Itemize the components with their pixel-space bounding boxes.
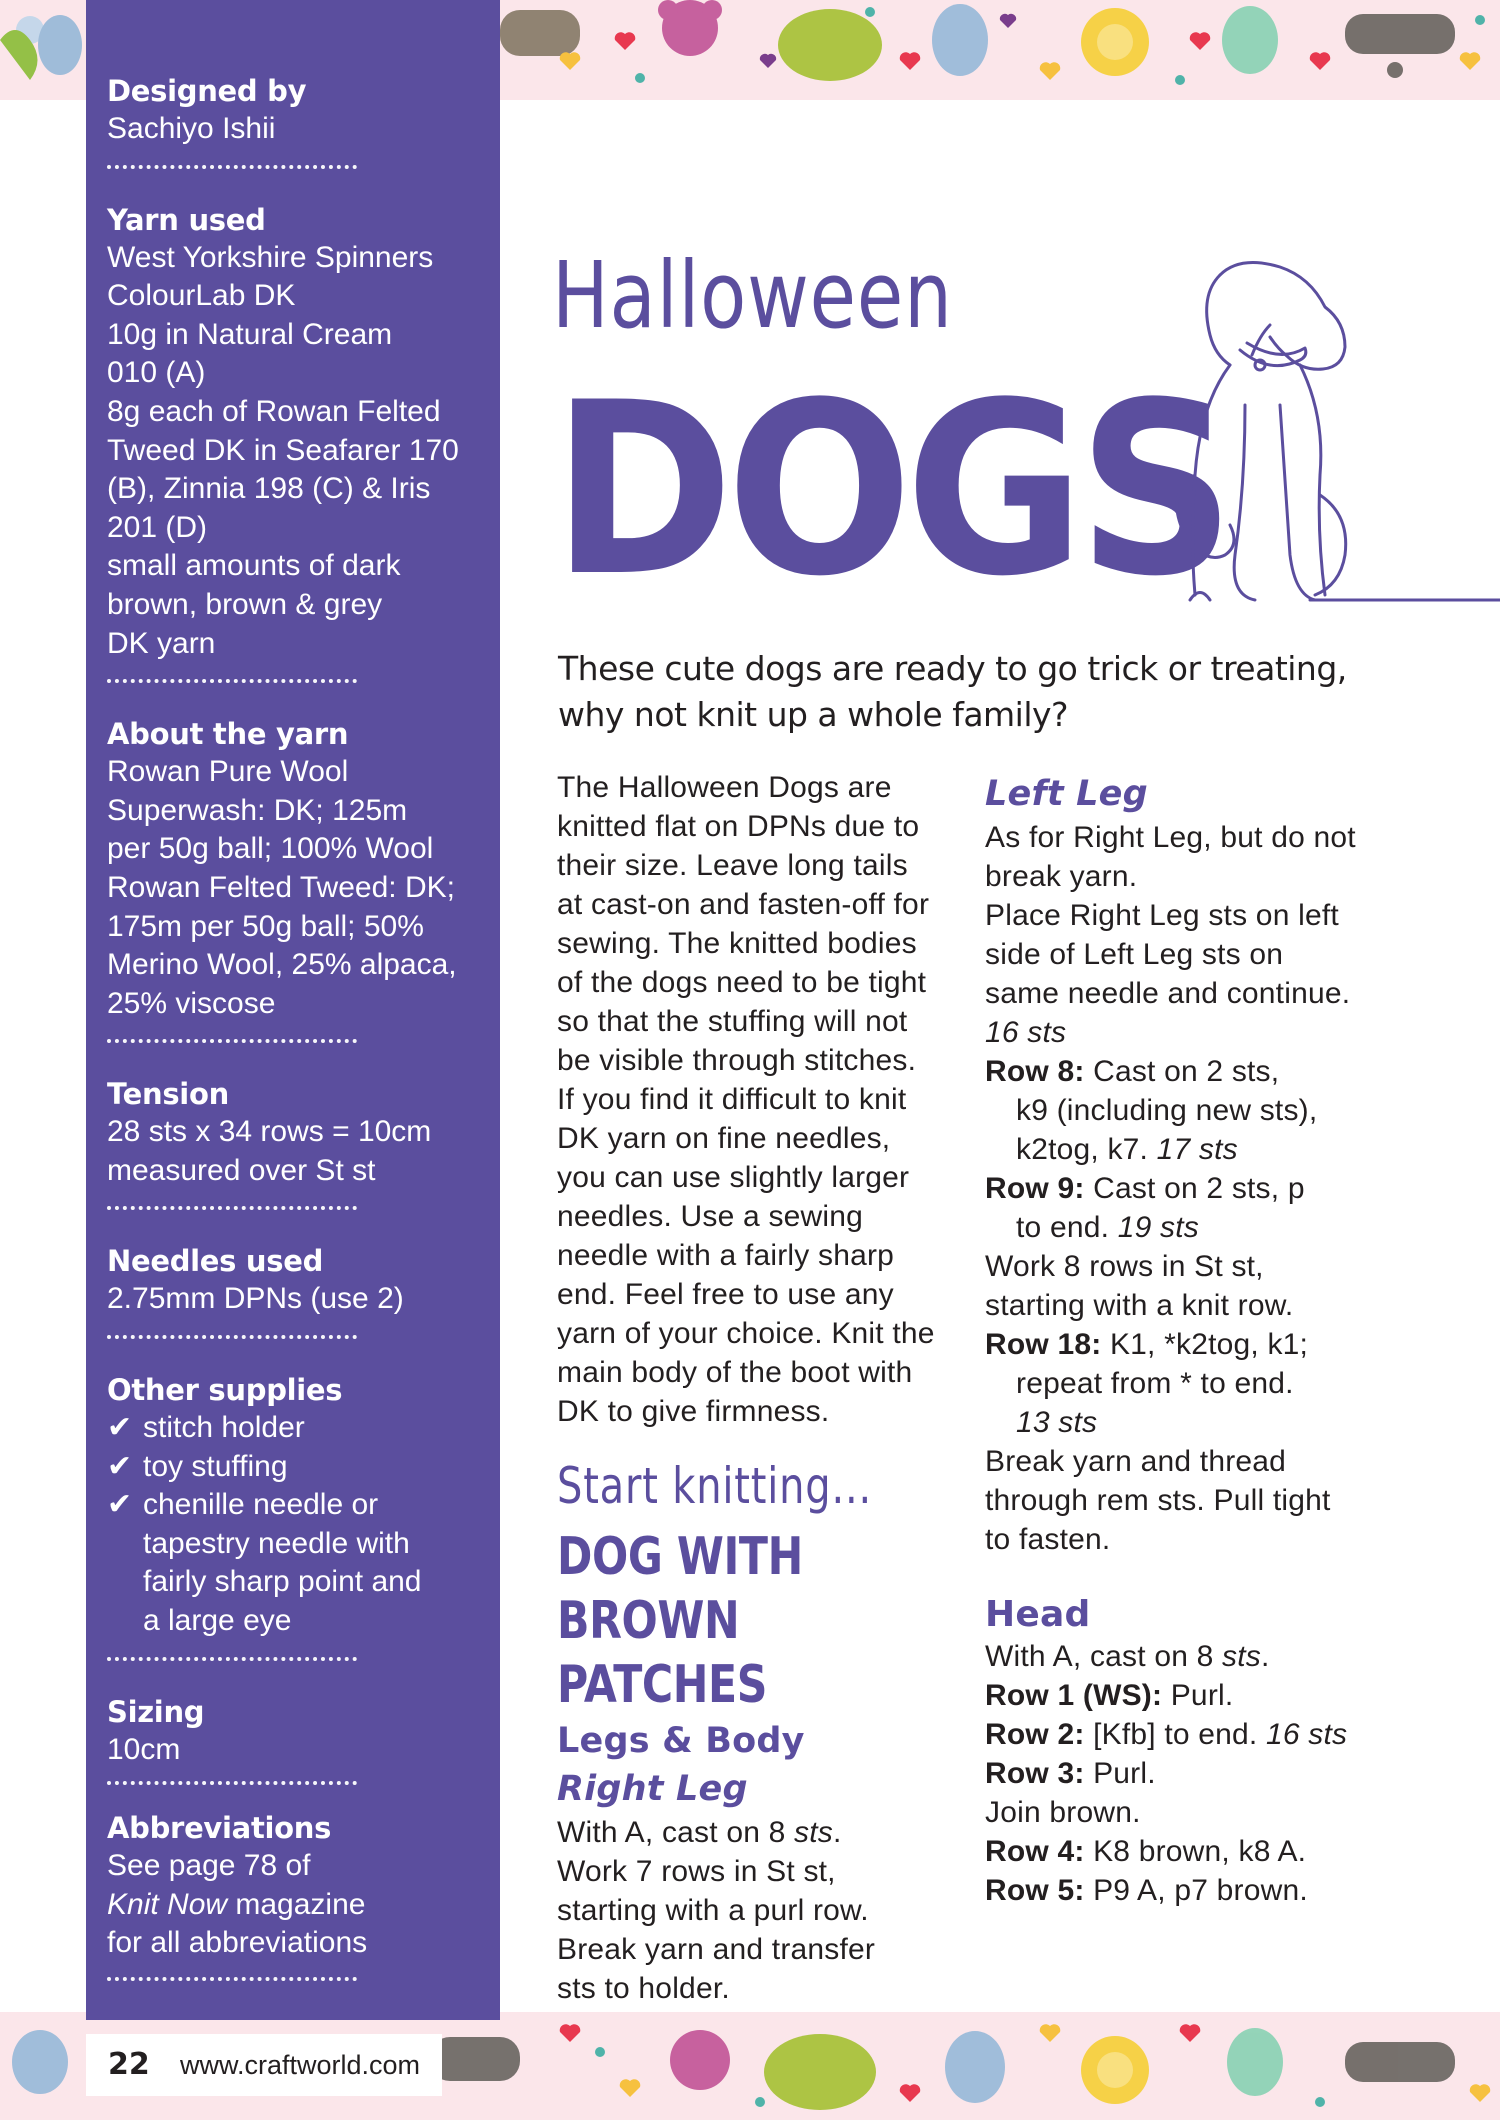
instruction-line: starting with a purl row.	[557, 1894, 869, 1927]
checkmark-icon: ✔	[107, 1449, 133, 1483]
supply-text: toy stuffing	[143, 1449, 288, 1483]
designer-name: Sachiyo Ishii	[107, 112, 276, 145]
intro-line: at cast-on and fasten-off for	[557, 888, 930, 921]
row-instruction: Row 3: Purl.	[985, 1757, 1156, 1790]
dotted-divider	[107, 165, 357, 169]
magazine-name: Knit Now	[107, 1887, 228, 1921]
standfirst-line: why not knit up a whole family?	[558, 695, 1069, 734]
supply-text: fairly sharp point and	[143, 1565, 422, 1599]
yarn-line: West Yorkshire Spinners	[107, 240, 434, 274]
needles-heading: Needles used	[107, 1244, 324, 1279]
abbreviations-line: for all abbreviations	[107, 1926, 368, 1960]
needles-line: 2.75mm DPNs (use 2)	[107, 1282, 404, 1316]
instruction-line: through rem sts. Pull tight	[985, 1484, 1331, 1517]
list-item	[107, 1486, 476, 1640]
tension-line: measured over St st	[107, 1153, 376, 1187]
dotted-divider	[107, 1335, 357, 1339]
about-yarn-line: per 50g ball; 100% Wool	[107, 832, 434, 866]
intro-line: If you find it difficult to knit	[557, 1083, 907, 1116]
row-instruction: k2tog, k7. 17 sts	[1016, 1133, 1238, 1166]
stitch-count: 13 sts	[1016, 1406, 1098, 1439]
supply-text: chenille needle or	[143, 1488, 379, 1522]
yarn-line: DK yarn	[107, 626, 216, 660]
intro-line: The Halloween Dogs are	[557, 771, 892, 804]
standfirst	[558, 646, 1358, 738]
designer-heading: Designed by	[107, 74, 307, 108]
intro-line: be visible through stitches.	[557, 1044, 917, 1077]
row-instruction: Row 8: Cast on 2 sts,	[985, 1055, 1280, 1088]
yarn-line: (B), Zinnia 198 (C) & Iris	[107, 472, 431, 506]
supply-text: stitch holder	[143, 1411, 305, 1445]
sizing-heading: Sizing	[107, 1694, 205, 1729]
row-instruction: Row 1 (WS): Purl.	[985, 1679, 1234, 1712]
row-instruction: Row 2: [Kfb] to end. 16 sts	[985, 1718, 1348, 1751]
instruction-line: Join brown.	[985, 1796, 1141, 1829]
tension-section	[107, 1075, 476, 1210]
abbreviations-section	[107, 1809, 476, 1981]
pattern-title: DOG WITH BROWN PATCHES	[557, 1527, 803, 1715]
row-instruction: Row 4: K8 brown, k8 A.	[985, 1835, 1307, 1868]
supplies-section	[107, 1371, 476, 1661]
checkmark-icon: ✔	[107, 1488, 133, 1522]
yarn-line: 10g in Natural Cream	[107, 317, 393, 351]
yarn-line: ColourLab DK	[107, 279, 296, 313]
intro-line: end. Feel free to use any	[557, 1278, 894, 1311]
list-item	[107, 1409, 476, 1448]
designer-section	[107, 72, 476, 169]
about-yarn-line: 25% viscose	[107, 986, 276, 1020]
instruction-line: same needle and continue.	[985, 977, 1351, 1010]
needles-section	[107, 1242, 476, 1339]
instruction-line: Break yarn and thread	[985, 1445, 1287, 1478]
instruction-line: Work 7 rows in St st,	[557, 1855, 836, 1888]
page-title: DOGS	[552, 352, 1228, 629]
dotted-divider	[107, 1781, 357, 1785]
supplies-heading: Other supplies	[107, 1373, 343, 1408]
dog-line-art-icon	[1150, 255, 1500, 635]
intro-line: you can use slightly larger	[557, 1161, 910, 1194]
dotted-divider	[107, 1206, 357, 1210]
yarn-line: 8g each of Rowan Felted	[107, 394, 441, 428]
instruction-line: Work 8 rows in St st,	[985, 1250, 1264, 1283]
dotted-divider	[107, 679, 357, 683]
left-leg-heading: Left Leg	[985, 774, 1148, 814]
sizing-section	[107, 1693, 476, 1786]
about-yarn-line: Rowan Felted Tweed: DK;	[107, 870, 455, 904]
dotted-divider	[107, 1657, 357, 1661]
instruction-line: Break yarn and transfer	[557, 1933, 876, 1966]
dotted-divider	[107, 1039, 357, 1043]
sizing-line: 10cm	[107, 1732, 181, 1766]
title-kicker: Halloween	[552, 242, 953, 349]
intro-line: so that the stuffing will not	[557, 1005, 908, 1038]
intro-line: DK to give firmness.	[557, 1395, 830, 1428]
supply-text: tapestry needle with	[143, 1526, 410, 1560]
row-instruction: Row 18: K1, *k2tog, k1;	[985, 1328, 1309, 1361]
about-yarn-line: Superwash: DK; 125m	[107, 793, 408, 827]
yarn-used-heading: Yarn used	[107, 202, 266, 237]
supplies-list	[107, 1409, 476, 1641]
intro-line: main body of the boot with	[557, 1356, 913, 1389]
yarn-line: 010 (A)	[107, 356, 206, 390]
intro-line: their size. Leave long tails	[557, 849, 908, 882]
intro-line: DK yarn on fine needles,	[557, 1122, 891, 1155]
standfirst-line: These cute dogs are ready to go trick or treating,	[558, 649, 1347, 688]
yarn-line: brown, brown & grey	[107, 587, 383, 621]
yarn-line: 201 (D)	[107, 510, 208, 544]
abbreviations-line: Knit Now magazine	[107, 1887, 366, 1921]
instruction-line: break yarn.	[985, 860, 1138, 893]
instruction-line: to fasten.	[985, 1523, 1111, 1556]
pattern-column	[985, 770, 1405, 1910]
dotted-divider	[107, 1977, 357, 1981]
head-heading: Head	[985, 1594, 1091, 1635]
intro-line: sewing. The knitted bodies	[557, 927, 917, 960]
row-instruction: Row 9: Cast on 2 sts, p	[985, 1172, 1305, 1205]
about-yarn-line: 175m per 50g ball; 50%	[107, 909, 424, 943]
instruction-line: As for Right Leg, but do not	[985, 821, 1356, 854]
about-yarn-line: Merino Wool, 25% alpaca,	[107, 948, 457, 982]
legs-body-heading: Legs & Body	[557, 1721, 805, 1761]
about-yarn-line: Rowan Pure Wool	[107, 755, 349, 789]
row-instruction: k9 (including new sts),	[1016, 1094, 1318, 1127]
instruction-line: starting with a knit row.	[985, 1289, 1294, 1322]
info-sidebar	[86, 0, 500, 2020]
yarn-line: small amounts of dark	[107, 549, 401, 583]
stitch-count: 16 sts	[985, 1016, 1067, 1049]
intro-line: yarn of your choice. Knit the	[557, 1317, 935, 1350]
row-instruction: repeat from * to end.	[1016, 1367, 1294, 1400]
list-item	[107, 1448, 476, 1487]
instruction-line: side of Left Leg sts on	[985, 938, 1284, 971]
start-knitting-kicker: Start knitting...	[557, 1457, 873, 1515]
instruction-line: Place Right Leg sts on left	[985, 899, 1339, 932]
page-number: 22	[108, 2047, 150, 2082]
supply-text: a large eye	[143, 1604, 292, 1638]
about-yarn-section	[107, 715, 476, 1043]
instruction-line: sts to holder.	[557, 1972, 730, 2005]
row-instruction: Row 5: P9 A, p7 brown.	[985, 1874, 1308, 1907]
instruction-line: With A, cast on 8 sts.	[557, 1816, 842, 1849]
website-link[interactable]: www.craftworld.com	[180, 2050, 421, 2080]
tension-heading: Tension	[107, 1077, 229, 1112]
yarn-used-section	[107, 201, 476, 684]
yarn-line: Tweed DK in Seafarer 170	[107, 433, 459, 467]
instruction-line: With A, cast on 8 sts.	[985, 1640, 1270, 1673]
abbreviations-line: See page 78 of	[107, 1849, 311, 1883]
abbreviations-heading: Abbreviations	[107, 1811, 332, 1846]
right-leg-heading: Right Leg	[557, 1769, 748, 1809]
intro-column	[557, 768, 957, 2008]
checkmark-icon: ✔	[107, 1411, 133, 1445]
intro-line: knitted flat on DPNs due to	[557, 810, 920, 843]
row-instruction: to end. 19 sts	[1016, 1211, 1199, 1244]
about-yarn-heading: About the yarn	[107, 717, 349, 752]
intro-line: needles. Use a sewing	[557, 1200, 864, 1233]
tension-line: 28 sts x 34 rows = 10cm	[107, 1115, 432, 1149]
intro-line: needle with a fairly sharp	[557, 1239, 895, 1272]
intro-line: of the dogs need to be tight	[557, 966, 927, 999]
